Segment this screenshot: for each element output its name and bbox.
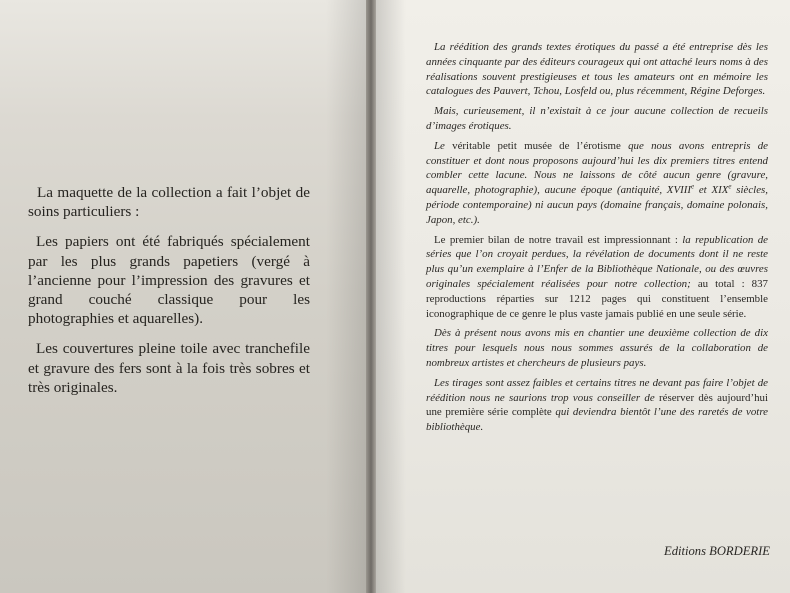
right-paragraph-2: Mais, curieusement, il n’existait à ce jour aucune collection de recueils d’images érotiques.	[426, 105, 768, 132]
left-paragraph-3: Les couvertures pleine toile avec tranchefile et gravure des fers sont à la fois très sobres et très originales.	[28, 340, 310, 396]
right-paragraph-6	[426, 376, 768, 435]
p3-lead: Le	[434, 139, 445, 152]
p3-body: que nous avons entrepris de constituer et dont nous proposons aujourd’hui les dix premiers titres entend combler cette lacune. Nous ne laissons de côté aucun genre (gravure, aquarelle, photographie), aucune époque (antiquité, XVIII	[426, 139, 768, 197]
right-paragraph-4	[426, 233, 768, 322]
right-paragraph-3	[426, 139, 768, 228]
right-page-text	[426, 40, 768, 440]
p3-highlight: véritable petit musée de l’érotisme	[452, 139, 621, 152]
right-paragraph-1: La réédition des grands textes érotiques du passé a été entreprise dès les années cinquante par des éditeurs courageux qui ont attaché leurs noms à des réalisations souvent prestigieuses et tous les amateurs ont en mémoire les catalogues des Pauvert, Tchou, Losfeld ou, plus récemment, Régine Deforges.	[426, 41, 768, 98]
p3-sup-1: e	[690, 182, 695, 191]
p3-body-3: siècles, période contemporaine) ni aucun pays (domaine français, domaine polonais, Japon, etc.).	[426, 184, 768, 226]
left-paragraph-1: La maquette de la collection a fait l’objet de soins particuliers :	[28, 184, 310, 221]
p4-body: la republication de séries que l’on croyait perdues, la révélation de documents dont il ne reste plus qu’un exemplaire à l’Enfer de la Bibliothèque Nationale, ou des œuvres originales spécialement réalisées pour notre collection;	[426, 233, 768, 290]
right-page	[376, 0, 790, 593]
left-page-text	[28, 183, 310, 408]
left-paragraph-2: Les papiers ont été fabriqués spécialement par les plus grands papetiers (vergé à l’ancienne pour l’impression des gravures et grand couché classique pour les photographies et aquarelles).	[28, 233, 310, 328]
book-gutter	[366, 0, 376, 593]
p6-highlight: réserver dès aujourd’hui une première série complète	[426, 391, 768, 419]
p6-tail: qui deviendra bientôt l’une des raretés de votre bibliothèque.	[426, 406, 768, 434]
right-paragraph-5: Dès à présent nous avons mis en chantier une deuxième collection de dix titres pour lesquels nous nous sommes assurés de la collaboration de nombreux artistes et chercheurs de plusieurs pays.	[426, 327, 768, 369]
left-page	[0, 0, 366, 593]
p3-body-2: et XIX	[694, 184, 729, 197]
publisher-signature: Editions BORDERIE	[664, 544, 770, 558]
p3-sup-2: e	[728, 182, 732, 191]
p4-total: au total : 837 reproductions réparties sur 1212 pages qui constituent l’ensemble iconographique de ce genre le plus vaste jamais publié en une seule série.	[426, 277, 768, 320]
p6-lead: Les tirages sont assez faibles et certains titres ne devant pas faire l’objet de réédition nous ne saurions trop vous conseiller de	[426, 376, 768, 404]
p4-lead: Le premier bilan de notre travail est impressionnant :	[434, 233, 678, 246]
